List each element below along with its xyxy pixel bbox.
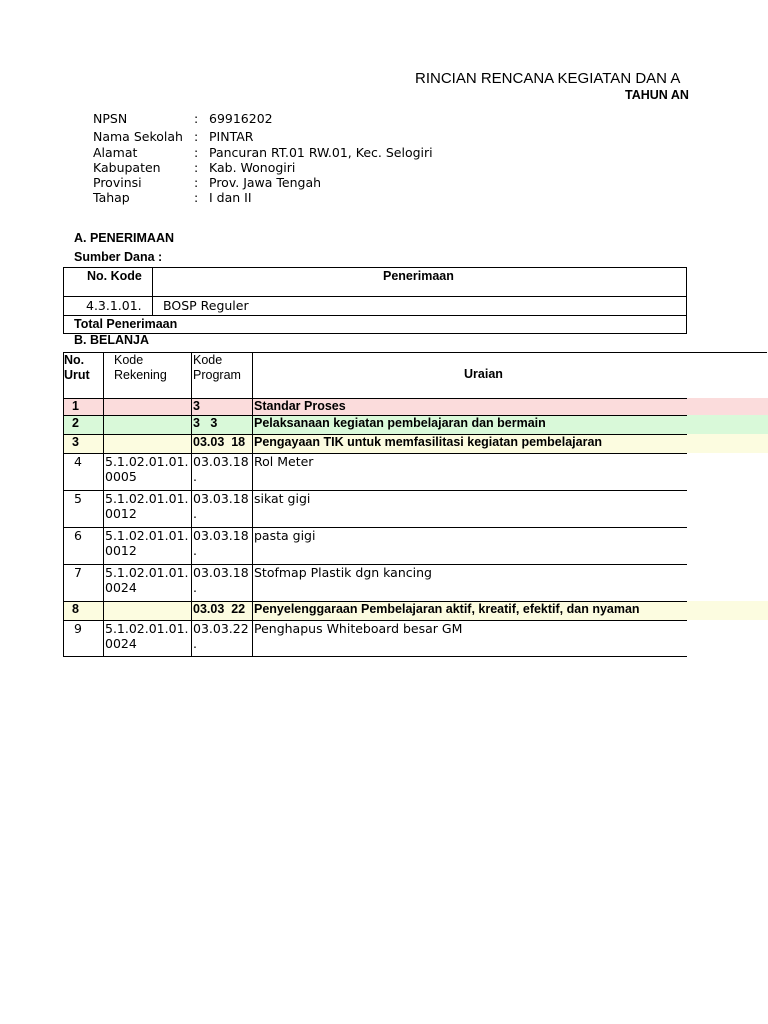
col-header-rekening-line2: Rekening [114,368,167,382]
sumber-dana-label: Sumber Dana : [74,250,163,264]
info-value-alamat: Pancuran RT.01 RW.01, Kec. Selogiri [209,145,433,160]
row-kode-program-2: . [193,636,197,651]
row-kode-program-1: 03.03.22 [193,621,249,636]
divider [63,398,687,399]
row-no-urut: 9 [74,621,82,636]
row-uraian: Stofmap Plastik dgn kancing [254,565,432,580]
info-colon: : [194,111,199,126]
row-kode-program-1: 03.03.18 [193,565,249,580]
row-uraian: pasta gigi [254,528,316,543]
row-kode-program-2: . [193,580,197,595]
row-kode-rekening-1: 5.1.02.01.01. [105,491,189,506]
row-kode-rekening-2: 0005 [105,469,137,484]
info-colon: : [194,129,199,144]
row-no-urut: 8 [72,602,79,616]
row-kode-rekening-2: 0012 [105,543,137,558]
info-colon: : [194,160,199,175]
col-header-uraian: Uraian [464,367,503,381]
document-subtitle: TAHUN AN [625,88,689,102]
col-header-kode-rekening [114,353,167,383]
col-header-kode-program [193,353,241,383]
row-highlight [64,398,768,415]
col-header-no-urut [64,353,90,383]
info-label-npsn: NPSN [93,111,128,126]
divider [63,352,64,657]
divider [103,352,104,657]
row-kode-rekening-1: 5.1.02.01.01. [105,528,189,543]
info-value-npsn: 69916202 [209,111,273,126]
row-kode-rekening-2: 0024 [105,636,137,651]
row-kode-program-1: 03.03 22 [193,602,246,616]
row-uraian: Pengayaan TIK untuk memfasilitasi kegiatan pembelajaran [254,435,603,449]
row-uraian: sikat gigi [254,491,311,506]
col-header-kode-line1: Kode [193,353,223,367]
total-penerimaan-label: Total Penerimaan [74,317,178,331]
divider [63,315,687,316]
row-kode-program-2: . [193,469,197,484]
row-kode-rekening-1: 5.1.02.01.01. [105,565,189,580]
info-value-tahap: I dan II [209,190,252,205]
info-colon: : [194,175,199,190]
col-header-kode-line1: Kode [114,353,144,367]
row-uraian: Penyelenggaraan Pembelajaran aktif, kreatif, efektif, dan nyaman [254,602,640,616]
row-kode-rekening-2: 0024 [105,580,137,595]
col-header-no-line1: No. [64,353,85,367]
divider [63,296,687,297]
row-no-urut: 5 [74,491,82,506]
row-no-urut: 7 [74,565,82,580]
row-kode-program-1: 03.03.18 [193,528,249,543]
info-label-tahap: Tahap [93,190,130,205]
section-penerimaan-title: A. PENERIMAAN [74,231,175,245]
row-kode-program-1: 03.03.18 [193,491,249,506]
divider [63,656,687,657]
penerimaan-uraian: BOSP Reguler [163,298,249,313]
col-header-urut-line2: Urut [64,368,90,382]
info-label-alamat: Alamat [93,145,138,160]
row-kode-program-2: . [193,506,197,521]
divider [252,352,253,657]
row-kode-program-1: 03.03 18 [193,435,246,449]
divider [152,267,153,315]
row-no-urut: 6 [74,528,82,543]
divider [63,352,767,353]
info-label-nama-sekolah: Nama Sekolah [93,129,183,144]
row-uraian: Rol Meter [254,454,314,469]
col-header-no-kode: No. Kode [87,269,142,283]
info-label-provinsi: Provinsi [93,175,142,190]
info-value-provinsi: Prov. Jawa Tengah [209,175,322,190]
info-value-nama-sekolah: PINTAR [209,129,254,144]
row-no-urut: 3 [72,435,79,449]
row-uraian: Standar Proses [254,399,346,413]
row-kode-program-2: . [193,543,197,558]
col-header-program-line2: Program [193,368,241,382]
penerimaan-kode: 4.3.1.01. [86,298,142,313]
info-colon: : [194,145,199,160]
section-belanja-title: B. BELANJA [74,333,150,347]
row-kode-rekening-1: 5.1.02.01.01. [105,621,189,636]
info-label-kabupaten: Kabupaten [93,160,161,175]
col-header-penerimaan: Penerimaan [383,269,454,283]
row-kode-program-1: 3 [193,399,200,413]
row-kode-rekening-2: 0012 [105,506,137,521]
divider [191,352,192,657]
row-no-urut: 2 [72,416,79,430]
row-kode-rekening-1: 5.1.02.01.01. [105,454,189,469]
row-kode-program-1: 03.03.18 [193,454,249,469]
document-title: RINCIAN RENCANA KEGIATAN DAN A [415,70,681,87]
row-uraian: Pelaksanaan kegiatan pembelajaran dan bermain [254,416,546,430]
info-value-kabupaten: Kab. Wonogiri [209,160,296,175]
row-uraian: Penghapus Whiteboard besar GM [254,621,463,636]
row-no-urut: 1 [72,399,79,413]
info-colon: : [194,190,199,205]
row-no-urut: 4 [74,454,82,469]
row-kode-program-1: 3 3 [193,416,218,430]
